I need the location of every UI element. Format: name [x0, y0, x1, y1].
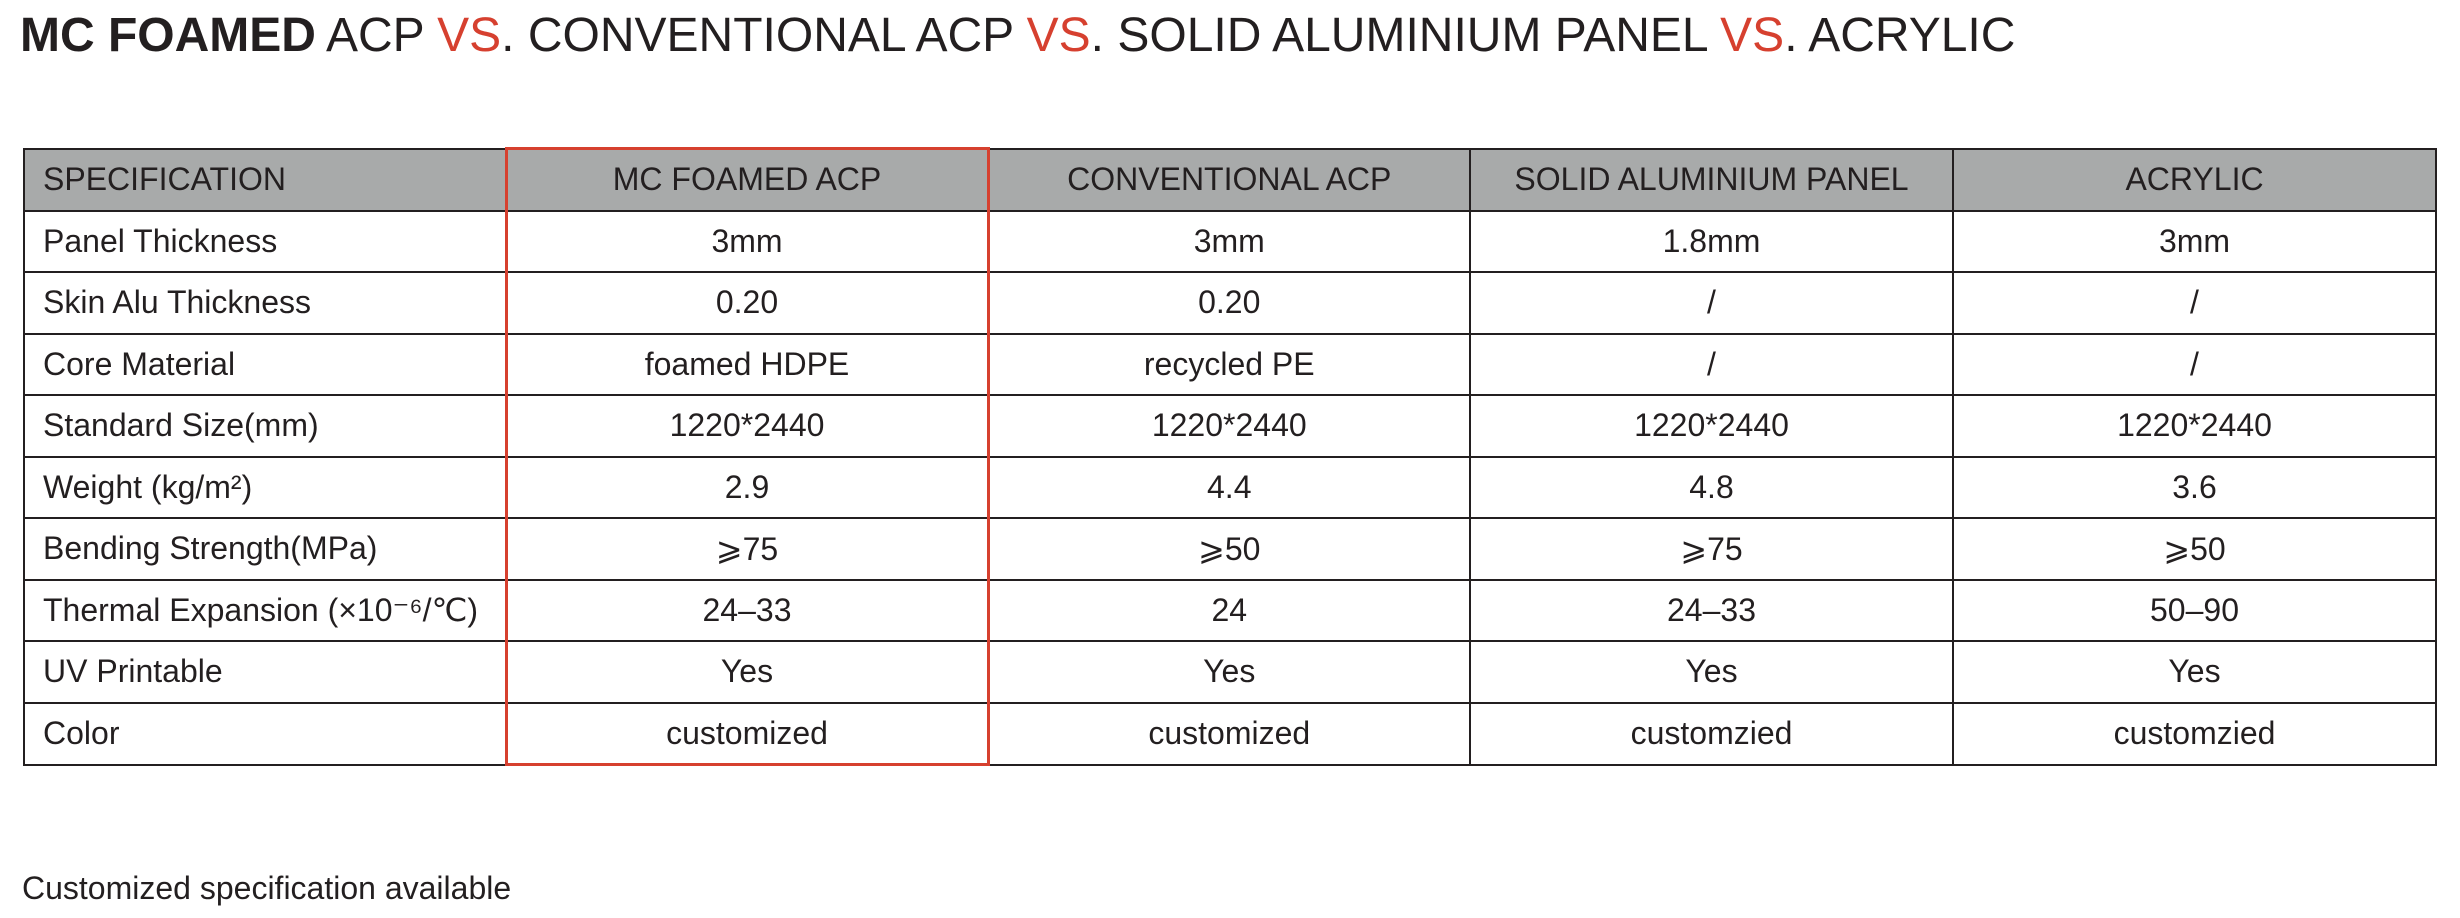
table-cell: 4.4 — [988, 457, 1470, 519]
table-cell: Yes — [506, 641, 988, 703]
table-row — [24, 641, 2436, 703]
title-segment: . SOLID ALUMINIUM PANEL — [1090, 9, 1721, 62]
table-cell: ⩾75 — [1470, 518, 1953, 580]
table-cell: / — [1953, 334, 2436, 396]
table-cell: 3.6 — [1953, 457, 2436, 519]
table-cell: 0.20 — [506, 272, 988, 334]
title-vs: VS — [1026, 9, 1091, 62]
table-cell: 24–33 — [1470, 580, 1953, 642]
row-label: Panel Thickness — [24, 211, 506, 273]
table-cell: ⩾75 — [506, 518, 988, 580]
title-vs: VS — [437, 9, 502, 62]
table-row — [24, 518, 2436, 580]
page-title — [20, 5, 2015, 67]
table-cell: 1220*2440 — [1470, 395, 1953, 457]
header-mc-foamed-acp: MC FOAMED ACP — [506, 149, 988, 211]
row-label: Bending Strength(MPa) — [24, 518, 506, 580]
table-row — [24, 272, 2436, 334]
row-label: Thermal Expansion (×10⁻⁶/℃) — [24, 580, 506, 642]
table-cell: 24–33 — [506, 580, 988, 642]
table-cell: Yes — [1470, 641, 1953, 703]
row-label: Weight (kg/m²) — [24, 457, 506, 519]
table-row — [24, 457, 2436, 519]
table-cell: customzied — [1953, 703, 2436, 765]
table-cell: 1220*2440 — [506, 395, 988, 457]
table-cell: / — [1470, 334, 1953, 396]
header-acrylic: ACRYLIC — [1953, 149, 2436, 211]
table-cell: customzied — [1470, 703, 1953, 765]
table-row — [24, 580, 2436, 642]
table-cell: foamed HDPE — [506, 334, 988, 396]
comparison-table — [23, 147, 2437, 766]
table-cell: 1220*2440 — [1953, 395, 2436, 457]
title-brand: MC FOAMED — [20, 9, 316, 62]
table-cell: 3mm — [988, 211, 1470, 273]
table-cell: ⩾50 — [1953, 518, 2436, 580]
table-cell: customized — [988, 703, 1470, 765]
table-cell: 4.8 — [1470, 457, 1953, 519]
table-cell: Yes — [988, 641, 1470, 703]
row-label: Core Material — [24, 334, 506, 396]
table-row — [24, 395, 2436, 457]
table-cell: / — [1470, 272, 1953, 334]
table-cell: customized — [506, 703, 988, 765]
table-cell: 24 — [988, 580, 1470, 642]
title-segment: ACP — [325, 9, 438, 62]
title-segment: . CONVENTIONAL ACP — [501, 9, 1027, 62]
table-cell: 0.20 — [988, 272, 1470, 334]
table-cell: 1.8mm — [1470, 211, 1953, 273]
table-cell: ⩾50 — [988, 518, 1470, 580]
header-specification: SPECIFICATION — [24, 149, 506, 211]
row-label: Skin Alu Thickness — [24, 272, 506, 334]
row-label: Standard Size(mm) — [24, 395, 506, 457]
table-row — [24, 703, 2436, 765]
row-label: Color — [24, 703, 506, 765]
title-vs: VS — [1720, 9, 1785, 62]
table-row — [24, 334, 2436, 396]
table-header-row — [24, 149, 2436, 211]
table-cell: 3mm — [506, 211, 988, 273]
table-row — [24, 211, 2436, 273]
header-solid-aluminium-panel: SOLID ALUMINIUM PANEL — [1470, 149, 1953, 211]
row-label: UV Printable — [24, 641, 506, 703]
footnote: Customized specification available — [22, 870, 512, 906]
table-cell: Yes — [1953, 641, 2436, 703]
table-cell: / — [1953, 272, 2436, 334]
table-cell: 3mm — [1953, 211, 2436, 273]
table-cell: recycled PE — [988, 334, 1470, 396]
header-conventional-acp: CONVENTIONAL ACP — [988, 149, 1470, 211]
table-cell: 2.9 — [506, 457, 988, 519]
table-cell: 50–90 — [1953, 580, 2436, 642]
title-segment: . ACRYLIC — [1784, 9, 2016, 62]
table-cell: 1220*2440 — [988, 395, 1470, 457]
